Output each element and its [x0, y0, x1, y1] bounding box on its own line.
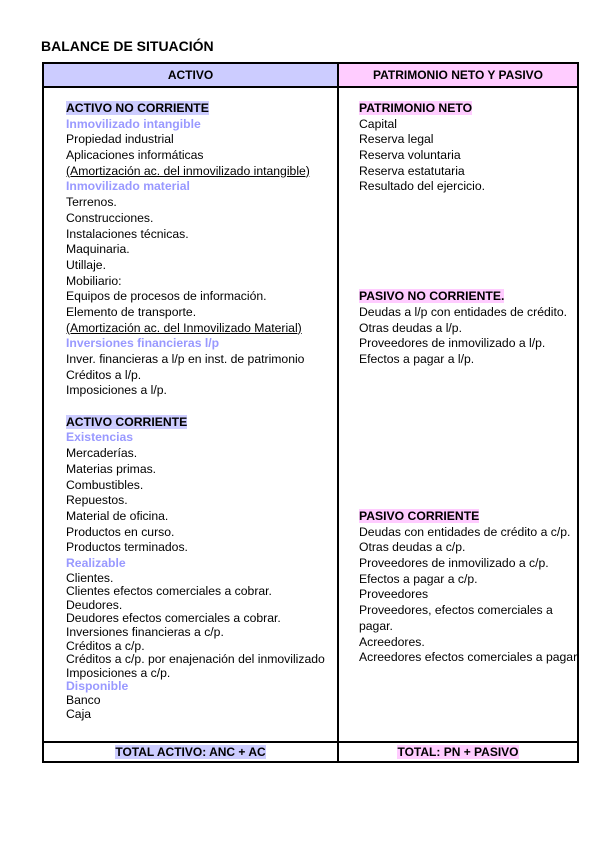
page-title: BALANCE DE SITUACIÓN [41, 38, 214, 54]
list-item: Reserva estatutaria [359, 163, 465, 178]
list-item: Utillaje. [66, 257, 106, 272]
list-item: pagar. [359, 618, 393, 633]
total-activo: TOTAL ACTIVO: ANC + AC [115, 745, 266, 759]
list-item: Reserva voluntaria [359, 148, 461, 163]
list-item: Acreedores efectos comerciales a pagar. [359, 650, 580, 665]
total-pn-pasivo: TOTAL: PN + PASIVO [397, 745, 519, 759]
pasivo-corriente-title: PASIVO CORRIENTE [359, 509, 480, 524]
list-item: Efectos a pagar a c/p. [359, 571, 478, 586]
list-item: Aplicaciones informáticas [66, 148, 204, 163]
realizable-title: Realizable [66, 555, 126, 570]
list-item: Proveedores, efectos comerciales a [359, 603, 553, 618]
existencias-title: Existencias [66, 430, 134, 445]
list-item: Mercaderías. [66, 446, 138, 461]
list-item: Deudores. [66, 597, 123, 612]
list-item: Construcciones. [66, 210, 154, 225]
list-item: Banco [66, 692, 101, 707]
list-item: Créditos a c/p. por enajenación del inmovilizado [66, 652, 325, 667]
list-item: Capital [359, 116, 397, 131]
list-item: Deudores efectos comerciales a cobrar. [66, 611, 281, 626]
list-item: Terrenos. [66, 195, 117, 210]
list-item: Clientes efectos comerciales a cobrar. [66, 584, 272, 599]
list-item: Inver. financieras a l/p en inst. de patrimonio [66, 352, 305, 366]
inmovilizado-material-title: Inmovilizado material [66, 179, 190, 194]
amortizacion-intangible: (Amortización ac. del inmovilizado intangible) [66, 163, 310, 178]
activo-column [66, 101, 325, 721]
list-item: Clientes. [66, 570, 114, 585]
list-item: Productos terminados. [66, 540, 188, 555]
list-item: Créditos a c/p. [66, 638, 145, 653]
list-item: Proveedores de inmovilizado a c/p. [359, 556, 549, 571]
list-item: Propiedad industrial [66, 132, 174, 147]
list-item: Deudas con entidades de crédito a c/p. [359, 524, 571, 539]
list-item: Caja [66, 706, 92, 721]
list-item: Deudas a l/p con entidades de crédito. [359, 305, 568, 319]
list-item: Imposiciones a l/p. [66, 383, 167, 398]
list-item: Instalaciones técnicas. [66, 226, 189, 241]
list-item: Acreedores. [359, 634, 425, 649]
list-item: Efectos a pagar a l/p. [359, 352, 475, 367]
list-item: Maquinaria. [66, 242, 130, 257]
list-item: Créditos a l/p. [66, 367, 142, 382]
header-activo: ACTIVO [44, 64, 337, 86]
patrimonio-neto-title: PATRIMONIO NETO [359, 101, 473, 115]
list-item: Imposiciones a c/p. [66, 665, 171, 680]
list-item: Proveedores de inmovilizado a l/p. [359, 336, 546, 351]
list-item: Material de oficina. [66, 508, 169, 523]
column-divider [337, 64, 339, 761]
list-item: Otras deudas a l/p. [359, 320, 462, 335]
activo-no-corriente-title: ACTIVO NO CORRIENTE [66, 101, 209, 115]
activo-corriente-title: ACTIVO CORRIENTE [66, 414, 188, 429]
amortizacion-material: (Amortización ac. del Inmovilizado Material) [66, 320, 302, 335]
list-item: Reserva legal [359, 132, 434, 147]
list-item: Combustibles. [66, 477, 144, 492]
list-item: Resultado del ejercicio. [359, 179, 486, 194]
list-item: Otras deudas a c/p. [359, 540, 466, 555]
list-item: Inversiones financieras a c/p. [66, 625, 224, 639]
list-item: Productos en curso. [66, 524, 175, 539]
list-item: Materias primas. [66, 461, 157, 476]
disponible-title: Disponible [66, 679, 129, 694]
list-item: Mobiliario: [66, 273, 122, 288]
header-divider [44, 86, 577, 88]
inversiones-financieras-title: Inversiones financieras l/p [66, 336, 220, 351]
header-patrimonio-pasivo: PATRIMONIO NETO Y PASIVO [339, 64, 577, 86]
inmovilizado-intangible-title: Inmovilizado intangible [66, 116, 201, 131]
list-item: Elemento de transporte. [66, 304, 197, 319]
pasivo-no-corriente-title: PASIVO NO CORRIENTE. [359, 289, 505, 304]
list-item: Equipos de procesos de información. [66, 289, 267, 304]
list-item: Repuestos. [66, 493, 128, 508]
pasivo-column [359, 101, 580, 666]
list-item: Proveedores [359, 587, 429, 602]
balance-table [42, 62, 579, 763]
